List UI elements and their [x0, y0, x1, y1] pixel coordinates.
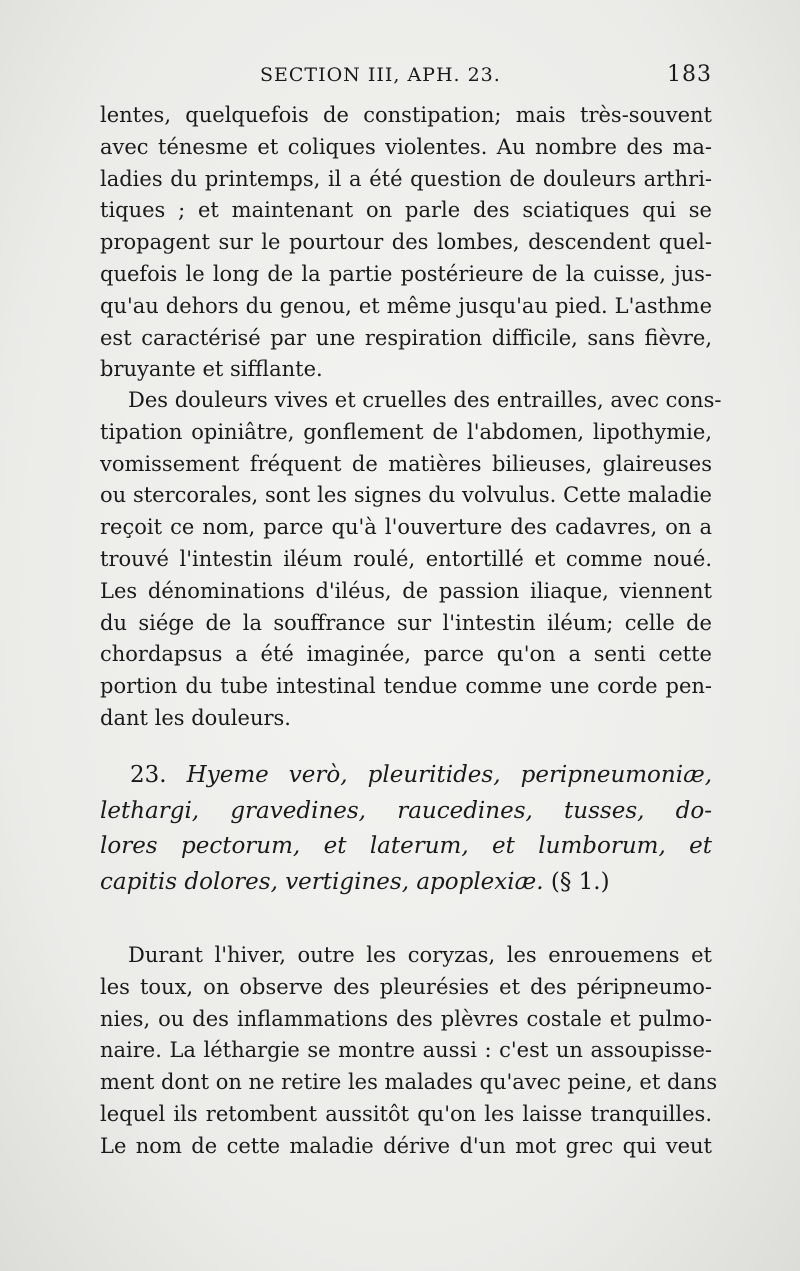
text-line: ou stercorales, sont les signes du volvulus. Cette maladie [100, 483, 712, 508]
aphorism-reference: (§ 1.) [550, 868, 610, 895]
text-line: nies, ou des inflammations des plèvres costale et pulmo- [100, 1006, 712, 1031]
text-line: tipation opiniâtre, gonflement de l'abdomen, lipothymie, [100, 419, 712, 444]
aphorism-text: Hyeme verò, pleuritides, peripneumoniæ, [186, 762, 713, 788]
paragraph-continued [100, 100, 712, 386]
section-title: SECTION III, APH. 23. [260, 64, 501, 86]
text-line: dant les douleurs. [100, 705, 291, 730]
text-line: avec ténesme et coliques violentes. Au nombre des ma- [100, 134, 712, 159]
text-line: quefois le long de la partie postérieure de la cuisse, jus- [100, 261, 712, 286]
paragraph-winter [100, 940, 718, 1163]
text-line: propagent sur le pourtour des lombes, descendent quel- [100, 230, 712, 255]
page-number: 183 [667, 62, 712, 87]
text-line: vomissement fréquent de matières bilieuses, glaireuses [100, 451, 712, 476]
text-line: trouvé l'intestin iléum roulé, entortillé et comme noué. [100, 546, 712, 571]
text-line: lequel ils retombent aussitôt qu'on les laisse tranquilles. [100, 1101, 712, 1126]
text-line: naire. La léthargie se montre aussi : c'est un assoupisse- [100, 1038, 712, 1063]
text-line: chordapsus a été imaginée, parce qu'on a senti cette [100, 642, 712, 667]
text-line: est caractérisé par une respiration difficile, sans fièvre, [100, 325, 712, 350]
aphorism-number: 23. [130, 762, 167, 788]
text-line: Durant l'hiver, outre les coryzas, les enrouemens et [128, 943, 712, 967]
text-line: les toux, on observe des pleurésies et des péripneumo- [100, 974, 712, 999]
text-line: ment dont on ne retire les malades qu'avec peine, et dans [100, 1070, 718, 1095]
text-line: Les dénominations d'iléus, de passion iliaque, viennent [100, 578, 712, 603]
text-line: du siége de la souffrance sur l'intestin iléum; celle de [100, 610, 712, 635]
text-line: bruyante et sifflante. [100, 357, 323, 382]
aphorism-line [100, 865, 712, 901]
text-line: reçoit ce nom, parce qu'à l'ouverture des cadavres, on a [100, 515, 712, 540]
aphorism-line: lethargi, gravedines, raucedines, tusses, do- [100, 797, 712, 824]
aphorism-latin [100, 758, 712, 900]
running-head [100, 62, 712, 96]
paragraph-volvulus [100, 385, 722, 735]
text-line: lentes, quelquefois de constipation; mais très-souvent [100, 103, 712, 127]
aphorism-line: lores pectorum, et laterum, et lumborum, et [100, 833, 712, 859]
text-line: Des douleurs vives et cruelles des entrailles, avec cons- [128, 388, 722, 412]
text-line: portion du tube intestinal tendue comme une corde pen- [100, 674, 712, 699]
text-line: tiques ; et maintenant on parle des sciatiques qui se [100, 198, 712, 223]
text-line: ladies du printemps, il a été question de douleurs arthri- [100, 166, 712, 191]
aphorism-text: capitis dolores, vertigines, apoplexiæ. [100, 868, 544, 895]
text-line: qu'au dehors du genou, et même jusqu'au pied. L'asthme [100, 293, 712, 318]
aphorism-line [100, 758, 712, 794]
text-line: Le nom de cette maladie dérive d'un mot grec qui veut [100, 1133, 712, 1158]
